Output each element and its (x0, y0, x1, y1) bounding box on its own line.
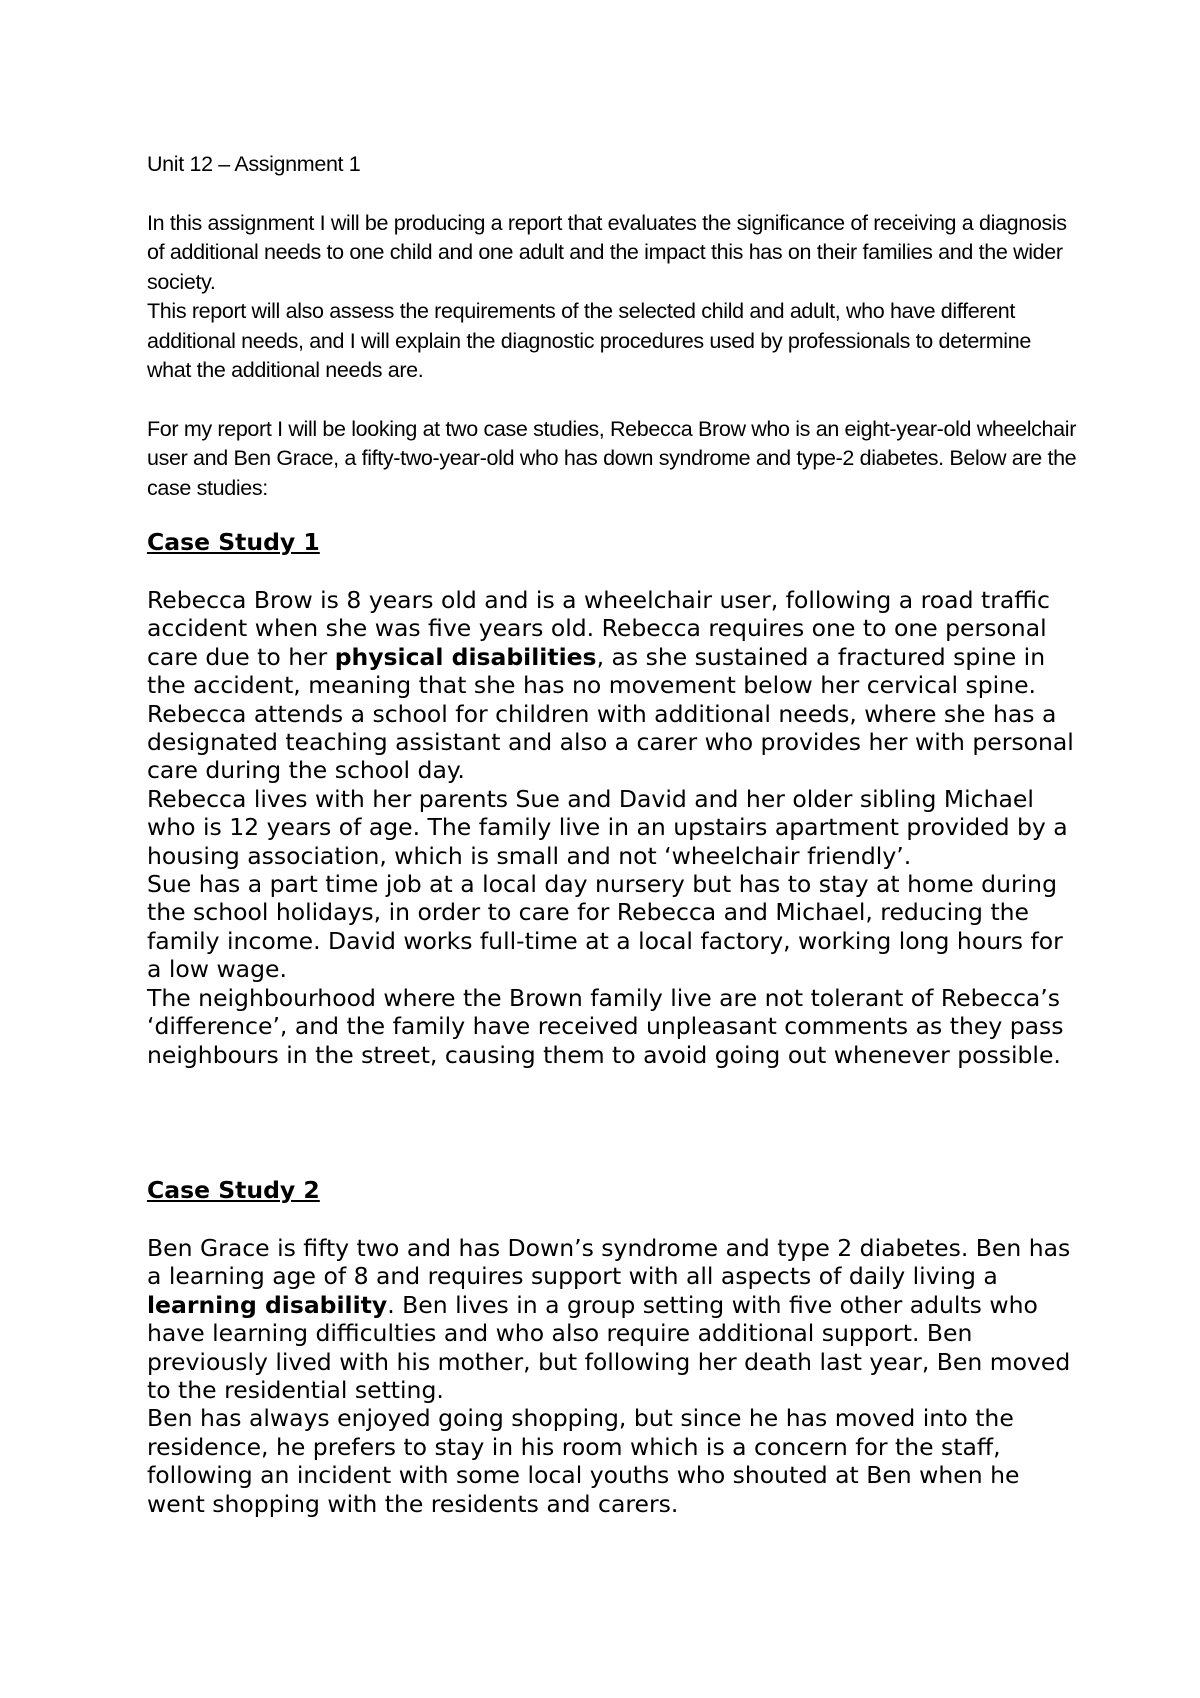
case-study-1 (147, 528, 1077, 1069)
case-study-1-paragraph-5: The neighbourhood where the Brown family live are not tolerant of Rebecca’s ‘difference’, and the family have received unpleasant comments as they pass neighbours in the street, causing them to avoid going out whenever possible. (147, 983, 1064, 1069)
case-study-1-paragraph-1 (147, 586, 1077, 700)
case-study-1-bold-term: physical disabilities (334, 642, 597, 671)
document-heading: Unit 12 – Assignment 1 (147, 152, 361, 176)
intro-paragraph-2: This report will also assess the requirements of the selected child and adult, who have different additional needs, and I will explain the diagnostic procedures used by professionals to determine what the additional needs are. (147, 299, 1031, 382)
case-study-2-text: Ben Grace is fifty two and has Down’s syndrome and type 2 diabetes. Ben has a learning age of 8 and requires support with all aspects of daily living a (147, 1234, 1071, 1291)
case-study-1-text: , as she sustained a fractured spine in the accident, meaning that she has no movement below her cervical spine. (147, 642, 1046, 700)
intro-paragraph-1: In this assignment I will be producing a report that evaluates the significance of receiving a diagnosis of additional needs to one child and one adult and the impact this has on their families and the wider society. (147, 210, 1067, 294)
intro-section (147, 150, 1077, 503)
case-study-2-paragraph-1 (147, 1234, 1077, 1404)
case-study-2-bold-term: learning disability (147, 1290, 388, 1319)
case-study-2-title: Case Study 2 (147, 1176, 320, 1204)
case-study-2 (147, 1176, 1077, 1518)
case-study-1-title: Case Study 1 (147, 528, 320, 556)
case-study-2-paragraph-2: Ben has always enjoyed going shopping, but since he has moved into the residence, he prefers to stay in his room which is a concern for the staff, following an incident with some local youths who shouted at Ben when he went shopping with the residents and carers. (147, 1404, 1020, 1518)
intro-paragraph-3: For my report I will be looking at two case studies, Rebecca Brow who is an eight-year-old wheelchair user and Ben Grace, a fifty-two-year-old who has down syndrome and type-2 diabetes. Below are the case studies: (147, 416, 1077, 500)
case-study-1-paragraph-3: Rebecca lives with her parents Sue and David and her older sibling Michael who is 12 years of age. The family live in an upstairs apartment provided by a housing association, which is small and not ‘wheelchair friendly’. (147, 784, 1068, 870)
case-study-1-paragraph-2: Rebecca attends a school for children with additional needs, where she has a designated teaching assistant and also a carer who provides her with personal care during the school day. (147, 699, 1074, 785)
case-study-2-text: . Ben lives in a group setting with five other adults who have learning difficulties and who also require additional support. Ben previously lived with his mother, but following her death last year, Ben moved to the residential setting. (147, 1290, 1071, 1405)
case-study-1-paragraph-4: Sue has a part time job at a local day nursery but has to stay at home during the school holidays, in order to care for Rebecca and Michael, reducing the family income. David works full-time at a local factory, working long hours for a low wage. (147, 870, 1063, 984)
case-study-1-text: Rebecca Brow is 8 years old and is a wheelchair user, following a road traffic accident when she was five years old. Rebecca requires one to one personal care due to her (147, 586, 1050, 671)
